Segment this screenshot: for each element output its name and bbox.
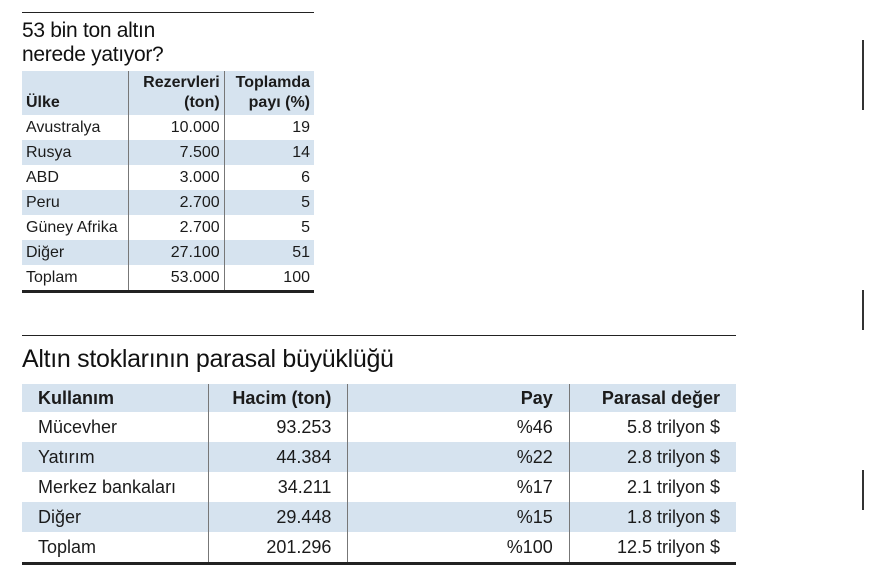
- table-row: [22, 240, 314, 265]
- country-cell: Güney Afrika: [26, 218, 118, 236]
- header-usage: Kullanım: [22, 384, 208, 412]
- usage-cell: Mücevher: [38, 417, 118, 437]
- country-cell: Peru: [22, 190, 128, 215]
- header-volume: Hacim (ton): [208, 384, 348, 412]
- top-rule: [22, 335, 736, 336]
- value-cell: 5.8 trilyon $: [569, 412, 736, 442]
- share-cell: 19: [224, 115, 314, 140]
- header-share-line2: payı (%): [248, 94, 310, 111]
- total-row: [22, 265, 314, 290]
- share-cell: 5: [224, 190, 314, 215]
- total-row: [22, 532, 736, 562]
- reserves-title-line-1: 53 bin ton altın: [22, 19, 155, 42]
- volume-cell: 201.296: [208, 532, 348, 562]
- header-reserves-line2: (ton): [184, 94, 220, 111]
- share-cell: %100: [348, 532, 569, 562]
- value-cell: 2.1 trilyon $: [569, 472, 736, 502]
- table-row: [22, 165, 314, 190]
- stocks-title: Altın stoklarının parasal büyüklüğü: [22, 345, 394, 373]
- page-edge-mark: [862, 470, 864, 510]
- header-share-line1: Toplamda: [235, 74, 310, 91]
- top-rule: [22, 12, 314, 13]
- stocks-header-row: [22, 384, 736, 412]
- table-row: [22, 115, 314, 140]
- country-cell: Diğer: [22, 240, 128, 265]
- reserves-cell: 7.500: [128, 140, 224, 165]
- value-cell: 2.8 trilyon $: [569, 442, 736, 472]
- stocks-table-block: [22, 335, 736, 565]
- reserves-header-row: [22, 71, 314, 115]
- share-cell: %46: [348, 412, 569, 442]
- country-cell: Rusya: [22, 140, 128, 165]
- table-row: [22, 412, 736, 442]
- table-row: [22, 140, 314, 165]
- header-value: Parasal değer: [569, 384, 736, 412]
- table-row: [22, 472, 736, 502]
- page-edge-mark: [862, 40, 864, 110]
- share-cell: %22: [348, 442, 569, 472]
- country-cell: Toplam: [26, 268, 78, 286]
- volume-cell: 34.211: [208, 472, 348, 502]
- usage-cell: Merkez bankaları: [38, 477, 177, 497]
- reserves-cell: 3.000: [128, 165, 224, 190]
- value-cell: 12.5 trilyon $: [569, 532, 736, 562]
- header-reserves-line1: Rezervleri: [143, 74, 220, 91]
- share-cell: 5: [224, 215, 314, 240]
- bottom-rule: [22, 290, 314, 293]
- volume-cell: 93.253: [208, 412, 348, 442]
- share-cell: 6: [224, 165, 314, 190]
- reserves-title-line-2: nerede yatıyor?: [22, 43, 164, 66]
- reserves-cell: 10.000: [128, 115, 224, 140]
- reserves-cell: 2.700: [128, 190, 224, 215]
- share-cell: 14: [224, 140, 314, 165]
- usage-cell: Toplam: [38, 537, 97, 557]
- share-cell: 51: [224, 240, 314, 265]
- share-cell: %15: [348, 502, 569, 532]
- reserves-cell: 53.000: [128, 265, 224, 290]
- table-row: [22, 215, 314, 240]
- usage-cell: Yatırım: [22, 442, 208, 472]
- table-row: [22, 190, 314, 215]
- page-edge-mark: [862, 290, 864, 330]
- table-row: [22, 442, 736, 472]
- stocks-table: [22, 384, 736, 562]
- header-share: Pay: [348, 384, 569, 412]
- country-cell: ABD: [26, 168, 59, 186]
- volume-cell: 29.448: [208, 502, 348, 532]
- reserves-table-block: [22, 12, 314, 293]
- share-cell: 100: [224, 265, 314, 290]
- bottom-rule: [22, 562, 736, 565]
- country-cell: Avustralya: [26, 118, 101, 136]
- header-share: [224, 71, 314, 115]
- reserves-cell: 2.700: [128, 215, 224, 240]
- reserves-cell: 27.100: [128, 240, 224, 265]
- reserves-title: [22, 19, 314, 67]
- reserves-table: [22, 71, 314, 290]
- table-row: [22, 502, 736, 532]
- header-reserves: [128, 71, 224, 115]
- volume-cell: 44.384: [208, 442, 348, 472]
- header-country: Ülke: [22, 71, 128, 115]
- share-cell: %17: [348, 472, 569, 502]
- usage-cell: Diğer: [22, 502, 208, 532]
- value-cell: 1.8 trilyon $: [569, 502, 736, 532]
